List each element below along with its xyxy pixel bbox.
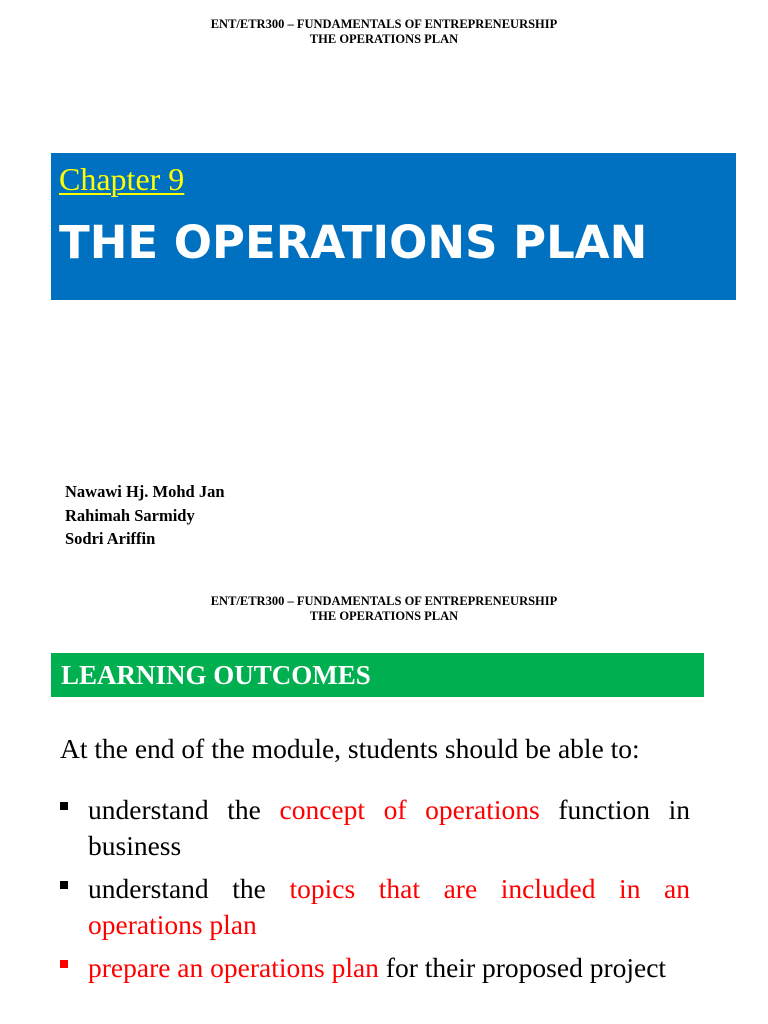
learning-outcomes-banner [51, 653, 704, 697]
list-item [60, 950, 690, 986]
running-header [0, 594, 768, 624]
outcome-text: function in business [88, 794, 690, 861]
outcome-text: understand the [88, 794, 280, 825]
list-item [60, 871, 690, 943]
chapter-label: Chapter 9 [59, 161, 185, 197]
outcome-text: understand the [88, 873, 290, 904]
author-name: Rahimah Sarmidy [65, 505, 195, 525]
list-item [60, 792, 690, 864]
outcome-highlight: concept of operations [279, 794, 540, 825]
title-banner [51, 153, 736, 300]
outcome-text: for their proposed project [378, 952, 667, 983]
course-title: ENT/ETR300 – FUNDAMENTALS OF ENTREPRENEURSHIP [210, 17, 558, 31]
section-title: LEARNING OUTCOMES [61, 660, 371, 690]
outcome-highlight: topics that are included in an operations plan [88, 873, 690, 940]
outcome-highlight: prepare an operations plan [88, 952, 379, 983]
chapter-title: THE OPERATIONS PLAN [59, 216, 648, 269]
outcomes-list [60, 792, 690, 993]
course-title: ENT/ETR300 – FUNDAMENTALS OF ENTREPRENEURSHIP [210, 594, 558, 608]
square-bullet-icon [60, 802, 68, 810]
running-header [0, 17, 768, 47]
square-bullet-icon [60, 960, 68, 968]
square-bullet-icon [60, 881, 68, 889]
author-name: Nawawi Hj. Mohd Jan [65, 482, 225, 501]
author-name: Sodri Ariffin [65, 529, 156, 548]
intro-text: At the end of the module, students should be able to: [60, 733, 640, 764]
document-subtitle: THE OPERATIONS PLAN [309, 609, 459, 623]
document-subtitle: THE OPERATIONS PLAN [309, 32, 459, 46]
author-list [65, 480, 225, 551]
